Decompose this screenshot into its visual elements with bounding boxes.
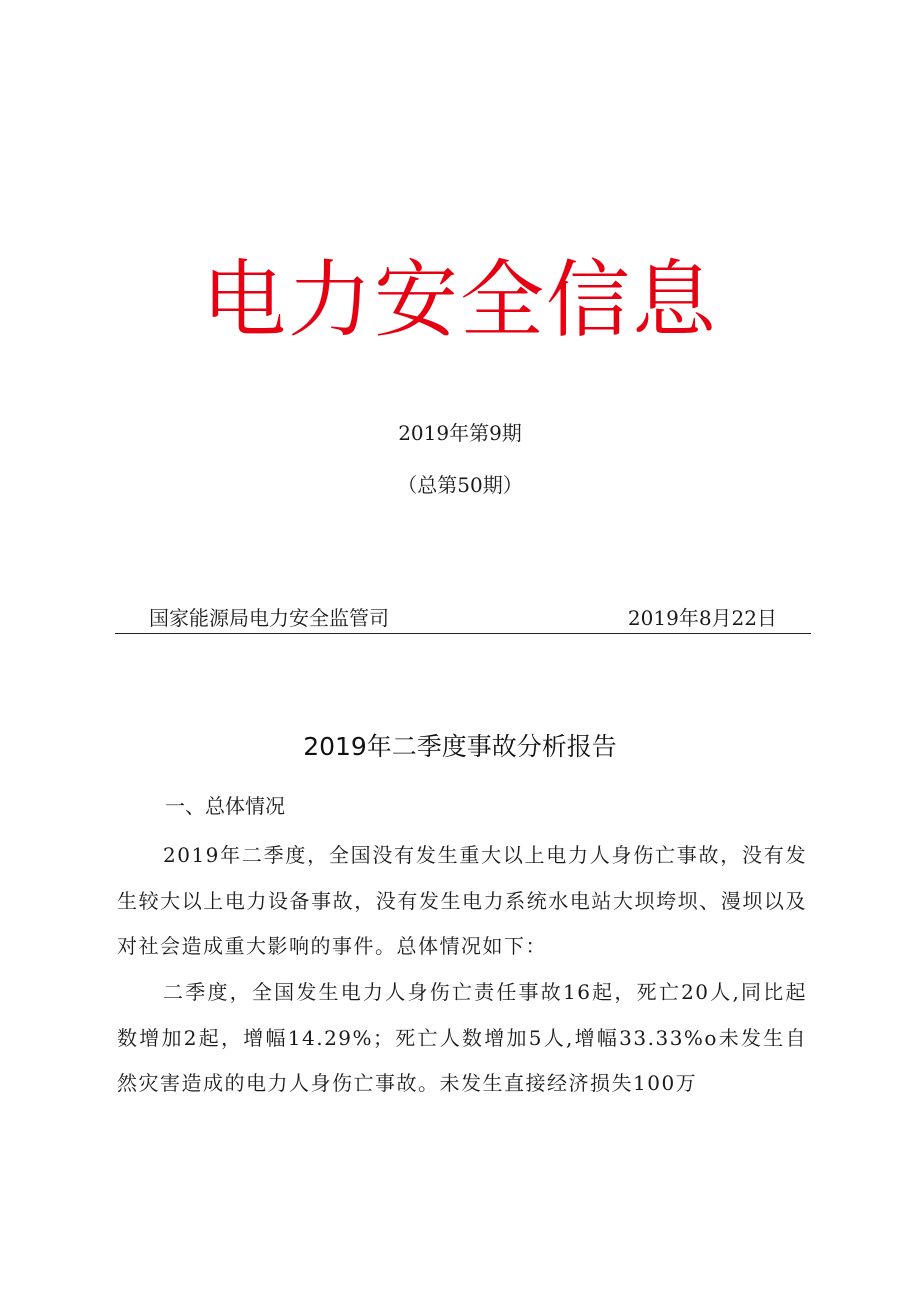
issuer-row bbox=[115, 603, 811, 634]
issuer-name: 国家能源局电力安全监管司 bbox=[149, 606, 389, 630]
body-paragraph-2: 二季度，全国发生电力人身伤亡责任事故16起，死亡20人,同比起数增加2起，增幅14.29%；死亡人数增加5人,增幅33.33%o未发生自然灾害造成的电力人身伤亡事故。未发生直接经济损失100万 bbox=[117, 980, 807, 1095]
issue-date: 2019年8月22日 bbox=[627, 606, 777, 630]
report-title: 2019年二季度事故分析报告 bbox=[303, 732, 617, 761]
section-heading: 一、总体情况 bbox=[165, 794, 285, 818]
masthead-title: 电力安全信息 bbox=[201, 251, 718, 349]
issue-number: 2019年第9期 bbox=[398, 421, 522, 445]
issue-total-number: （总第50期） bbox=[397, 473, 523, 497]
body-paragraph-1: 2019年二季度，全国没有发生重大以上电力人身伤亡事故，没有发生较大以上电力设备事故，没有发生电力系统水电站大坝垮坝、漫坝以及对社会造成重大影响的事件。总体情况如下： bbox=[117, 843, 807, 958]
